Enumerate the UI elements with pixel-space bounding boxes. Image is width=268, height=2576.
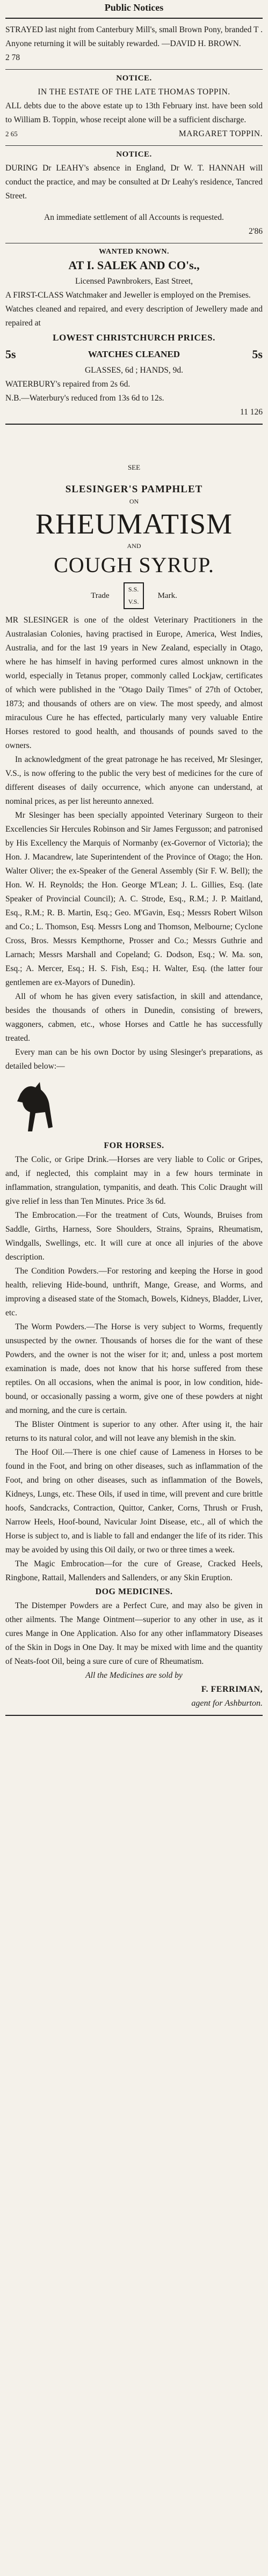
dog-medicines-heading: DOG MEDICINES. — [95, 1587, 173, 1596]
divider — [5, 18, 263, 19]
pamphlet-title: SLESINGER'S PAMPHLET — [65, 484, 203, 495]
salek-line2: A FIRST-CLASS Watchmaker and Jeweller is employed on the Premises. — [5, 291, 251, 300]
para-magic: The Magic Embrocation—for the cure of Grease, Cracked Heels, Ringbone, Rattail, Mallenders and Sallenders, or any Skin Eruption. — [5, 1559, 263, 1582]
para-blister: The Blister Ointment is superior to any other. After using it, the hair returns to its natural color, and will not leave any blemish in the skin. — [5, 1420, 263, 1443]
salek-glasses: GLASSES, 6d ; HANDS, 9d. — [84, 366, 183, 375]
and-label: AND — [127, 542, 141, 550]
leahy-body: DURING Dr LEAHY's absence in England, Dr W. T. HANNAH will conduct the practice, and may be consulted at Dr Leahy's residence, Tancred Street. — [5, 164, 263, 201]
ref-number: 2 78 — [5, 53, 20, 62]
seller-name: F. FERRIMAN, — [201, 1685, 263, 1694]
para-embrocation: The Embrocation.—For the treatment of Cuts, Wounds, Bruises from Saddle, Girths, Harness, Sore Shoulders, Strains, Sprains, Rheumatism, Windgalls, Swellings, etc. It will cure at once all injuries of the above description. — [5, 1211, 263, 1262]
para-condition: The Condition Powders.—For restoring and keeping the Horse in good health, relieving Hide-bound, unthrift, Mange, Grease, and Worms, and improving a diseased state of the Stomach, Bowels, Kidneys, Bladder, Liver, etc. — [5, 1267, 263, 1317]
rheumatism-heading: RHEUMATISM — [35, 508, 233, 540]
salek-prices: LOWEST CHRISTCHURCH PRICES. — [53, 332, 215, 343]
leahy-ref: 2'86 — [248, 227, 263, 236]
salek-nb: N.B.—Waterbury's reduced from 13s 6d to 12s. — [5, 394, 164, 403]
trade-label: Trade — [91, 591, 110, 600]
para-worm: The Worm Powders.—The Horse is very subject to Worms, frequently unsuspected by the owner. Thousands of horses die for the want of these Powders, and the owner is not the wiser for it; and, unless a post mortem examination is made, does not know that his horse suffered from these reptiles. On all occasions, when the animal is poor, in low condition, hide-bound, or occasionally passing a worm, give one of these powders at night and morning, and the cure is certain. — [5, 1322, 263, 1415]
para-colic: The Colic, or Gripe Drink.—Horses are very liable to Colic or Gripes, and, if neglected, this complaint may in a few hours terminate in inflammation, strangulation, tympanitis, and death. This Colic Draught will give relief in less than Ten Minutes. Price 3s 6d. — [5, 1155, 263, 1206]
price-right: 5s — [252, 347, 263, 361]
agents-line: All the Medicines are sold by — [85, 1671, 183, 1680]
estate-footer — [5, 127, 263, 141]
estate-heading: IN THE ESTATE OF THE LATE THOMAS TOPPIN. — [38, 87, 230, 97]
trademark-box — [124, 582, 144, 609]
leahy-notice-title: NOTICE. — [116, 150, 152, 159]
leahy-ref-row — [5, 225, 263, 239]
slesinger-para2: In acknowledgment of the great patronage he has received, Mr Slesinger, V.S., is now offering to the public the very best of medicines for the cure of different diseases of daily occurrence, which anyone can understand, at nominal prices, as per list hereunto annexed. — [5, 755, 263, 806]
on-label: ON — [129, 498, 139, 505]
for-horses-heading: FOR HORSES. — [104, 1141, 164, 1150]
seller-agent: agent for Ashburton. — [191, 1699, 263, 1708]
see-label: SEE — [127, 463, 141, 471]
slesinger-para4: All of whom he has given every satisfaction, in skill and attendance, besides the thousands of others in Dunedin, consisting of brewers, waggoners, cabmen, etc., whose Horses and Cattle he has successfully treated. — [5, 992, 263, 1043]
slesinger-para3: Mr Slesinger has been specially appointed Veterinary Surgeon to their Excellencies Sir Hercules Robinson and Sir James Fergusson; and patronised by His Excellency the Marquis of Normanby (ex-Governor of Victoria); the Hon. J. Macandrew, late Superintendent of the Province of Otago; the Hon. Walter Oliver; the ex-Speaker of the General Assembly (Sir F. W. Bell); the Hon. W. H. Reynolds; the Hon. George M'Lean; J. L. Gillies, Esq. (late Speaker of Provincial Council); A. C. Strode, Esq., R.M.; J. P. Maitland, Esq., R.M.; R. B. Martin, Esq.; Geo. M'Gavin, Esq.; Messrs Robert Wilson and Co.; L. Thomson, Esq. Messrs Long and Thomson, Melbourne; Cyclone Cross, Bros. Messrs Kempthorne, Prosser and Co.; Messrs Guthrie and Larnach; Messrs Marshall and Copeland; G. Dodson, Esq.; W. Ma. son, Esq.; A. Mercer, Esq.; H. S. Fish, Esq.; H. Walter, Esq. (the latter four gentlemen are ex-Mayors of Dunedin). — [5, 811, 263, 987]
watches-label: WATCHES CLEANED — [88, 349, 180, 359]
horse-icon — [11, 1078, 59, 1137]
salek-ref-row — [5, 405, 263, 419]
estate-ref: 2 65 — [5, 130, 18, 138]
slesinger-para1: MR SLESINGER is one of the oldest Veterinary Practitioners in the Australasian Colonies, having practised in Europe, America, West Indies, Australia, and for the last 19 years in New Zealand, especially in Otago, where he has himself in having performed cures almost unknown in the world, especially in Tetanus proper, commonly called Lockjaw, certificates of which were published in the "Otago Daily Times" of 27th of October, 1873; and thousands of others are on view. The most speedy, and almost miraculous Cure he has effected, particularly many very valuable Entire Horses restored to good health, and thousands of pounds saved to the owners. — [5, 616, 263, 750]
strayed-notice-text: STRAYED last night from Canterbury Mill's, small Brown Pony, branded T . Anyone returning it will be suitably rewarded. —DAVID H. BROWN. — [5, 25, 263, 48]
salek-ref: 11 126 — [240, 408, 263, 417]
mark-label: Mark. — [157, 591, 177, 600]
estate-body: ALL debts due to the above estate up to 13th February inst. have been sold to William B. Toppin, whose receipt alone will be a sufficient discharge. — [5, 101, 263, 124]
divider — [5, 69, 263, 70]
divider — [5, 145, 263, 146]
salek-line1: Licensed Pawnbrokers, East Street, — [75, 277, 193, 286]
salek-name: AT I. SALEK AND CO's., — [68, 258, 200, 272]
tm-top: S.S. — [128, 586, 139, 593]
section-title: Public Notices — [104, 2, 164, 13]
para-distemper: The Distemper Powders are a Perfect Cure, and may also be given in other ailments. The Mange Ointment—superior to any other in use, as it cures Mange in One Application. Also for any other inflammatory Diseases of the Skin in Dogs in One Day. It may be mixed with lime and the quantity of Neats-foot Oil, being a sure cure of cure of Rheumatism. — [5, 1601, 263, 1666]
salek-waterbury: WATERBURY's repaired from 2s 6d. — [5, 380, 131, 389]
price-left: 5s — [5, 347, 16, 361]
salek-wanted: WANTED KNOWN. — [99, 248, 169, 256]
divider — [5, 424, 263, 425]
trade-mark — [5, 582, 263, 609]
tm-bottom: V.S. — [128, 598, 139, 605]
salek-watches-row — [5, 345, 263, 364]
divider — [5, 1715, 263, 1716]
leahy-accounts: An immediate settlement of all Accounts is requested. — [44, 213, 224, 222]
slesinger-para5: Every man can be his own Doctor by using Slesinger's preparations, as detailed below:— — [5, 1048, 263, 1071]
salek-body: Watches cleaned and repaired, and every description of Jewellery made and repaired at — [5, 305, 263, 328]
strayed-notice-ref — [5, 51, 263, 65]
cough-heading: COUGH SYRUP. — [54, 553, 214, 577]
estate-signature: MARGARET TOPPIN. — [178, 129, 263, 138]
estate-notice-title: NOTICE. — [116, 74, 152, 83]
newspaper-column — [0, 2, 268, 2576]
para-hoof: The Hoof Oil.—There is one chief cause of Lameness in Horses to be found in the Foot, and bring on other diseases, such as inflammation of the Foot, and bring on other diseases, such as inflammation of the Bowels, Kidneys, Lungs, etc. These Oils, if used in time, will prevent and cure brittle hoofs, Sandcracks, Contraction, Quittor, Canker, Corns, Thrush or Frush, Narrow Heels, Hoof-bound, Navicular Joint Disease, etc., all of which the Horse is subject to, and is liable to fall and endanger the life of its rider. This may be avoided by using this Oil daily, or two or three times a week. — [5, 1448, 263, 1555]
